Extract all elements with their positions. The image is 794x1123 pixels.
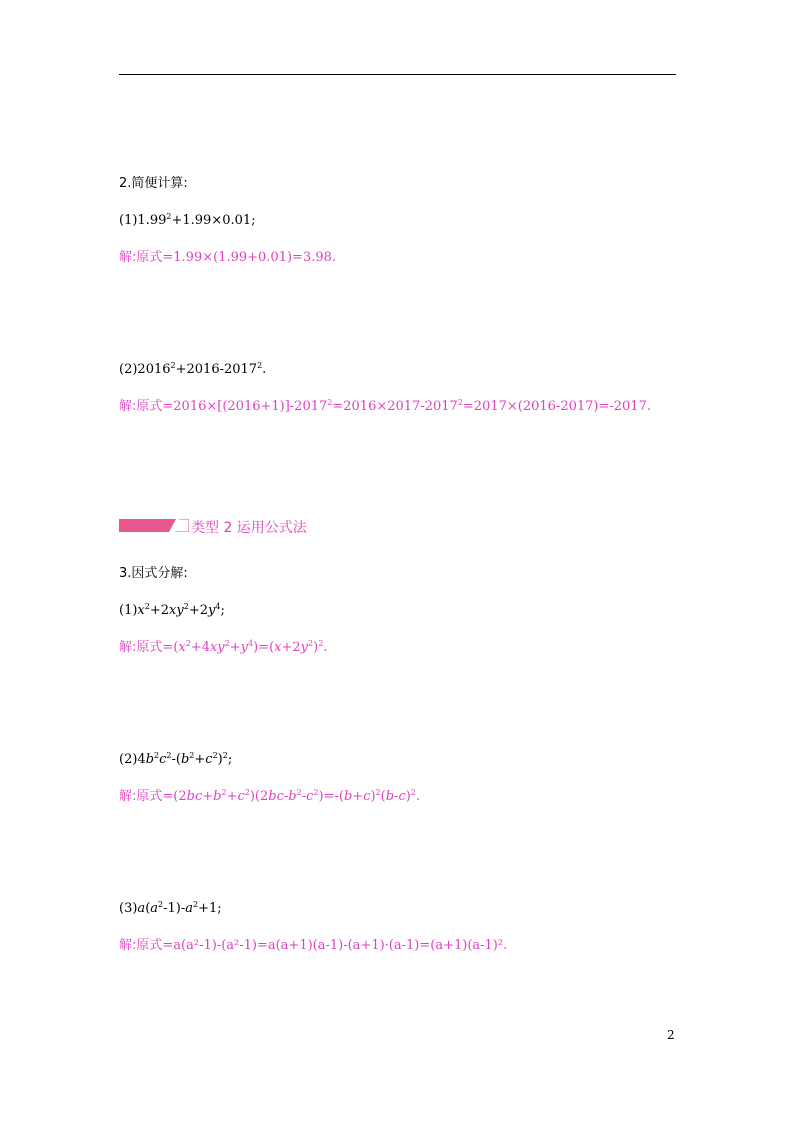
exponent: 4 (248, 639, 254, 648)
answer-text: +2 (281, 640, 301, 655)
answer-text: )=-( (318, 789, 344, 804)
exponent: 2 (257, 361, 263, 370)
answer-label: 解: (119, 789, 137, 804)
exponent: 2 (244, 788, 250, 797)
expr: . (262, 362, 267, 377)
var: a (150, 901, 159, 916)
q3-part1-problem (119, 603, 225, 619)
expr: ; (227, 752, 233, 767)
exponent: 2 (183, 602, 189, 611)
var: c (398, 789, 406, 804)
var: bc (186, 789, 203, 804)
var: y (300, 640, 309, 655)
answer-text: + (229, 640, 241, 655)
answer-text: =2016×2017-2017 (332, 399, 458, 414)
var: a (137, 901, 146, 916)
var: bc (268, 789, 284, 804)
exponent: 2 (327, 398, 333, 407)
exponent: 2 (166, 751, 172, 760)
answer-text: ) (370, 789, 376, 804)
q2-part1-answer (119, 250, 336, 266)
exponent: 2 (457, 398, 463, 407)
answer-text: + (226, 789, 238, 804)
q3-part1-answer (119, 640, 327, 656)
answer-text: +4 (190, 640, 210, 655)
var: c (363, 789, 371, 804)
expr: ; (220, 603, 225, 618)
answer-text: ) (405, 789, 411, 804)
question-3-heading: 3.因式分解: (119, 566, 188, 581)
answer-text: - (283, 789, 289, 804)
exponent: 2 (154, 751, 160, 760)
answer-text: 原式=2016×[(2016+1)]-2017 (136, 399, 328, 414)
header-rule (119, 74, 676, 75)
var: b (385, 789, 395, 804)
answer-text: 原式=( (136, 640, 179, 655)
exponent: 2 (375, 788, 381, 797)
exponent: 2 (313, 788, 319, 797)
expr: +2016-2017 (175, 362, 258, 377)
exponent: 2 (410, 788, 416, 797)
expr: +1.99×0.01; (171, 213, 256, 228)
exponent: 2 (318, 639, 324, 648)
answer-text: . (323, 640, 328, 655)
q3-part2-answer (119, 789, 420, 805)
exponent: 2 (158, 900, 164, 909)
q3-part3-answer (119, 938, 507, 954)
var: xy (169, 603, 184, 618)
expr: 1.99 (137, 213, 167, 228)
part-label: (1) (119, 603, 138, 618)
exponent: 2 (189, 751, 195, 760)
page-number: 2 (667, 1028, 675, 1042)
answer-label: 解: (119, 938, 137, 953)
var: y (240, 640, 249, 655)
var: b (288, 789, 297, 804)
exponent: 2 (212, 751, 218, 760)
q3-part3-problem (119, 901, 222, 917)
exponent: 2 (185, 639, 191, 648)
var: c (159, 752, 167, 767)
exponent: 2 (144, 602, 150, 611)
expr: -( (171, 752, 181, 767)
expr: +1; (198, 901, 222, 916)
var: b (145, 752, 155, 767)
answer-text: ) (313, 640, 319, 655)
var: x (274, 640, 282, 655)
exponent: 2 (193, 900, 199, 909)
answer-text: ( (380, 789, 386, 804)
section-bar-icon (119, 519, 189, 532)
answer-text: + (202, 789, 214, 804)
answer-text: 原式=(2 (136, 789, 187, 804)
answer-text: 原式=1.99×(1.99+0.01)=3.98. (136, 250, 337, 265)
expr: +2 (188, 603, 208, 618)
expr: +2 (149, 603, 170, 618)
question-2-heading: 2.简便计算: (119, 176, 188, 191)
answer-text: - (394, 789, 399, 804)
expr: 4 (137, 752, 146, 767)
answer-text: 原式=a(a²-1)-(a²-1)=a(a+1)(a-1)-(a+1)·(a-1)=(a+1)(a-1)². (136, 938, 508, 953)
answer-text: + (352, 789, 364, 804)
section-title: 类型 2 运用公式法 (191, 520, 307, 536)
exponent: 2 (166, 212, 172, 221)
var: x (178, 640, 186, 655)
answer-label: 解: (119, 640, 137, 655)
part-label: (2) (119, 362, 138, 377)
var: a (185, 901, 194, 916)
var: xy (209, 640, 225, 655)
q2-part2-answer (119, 399, 651, 415)
var: b (343, 789, 353, 804)
var: b (213, 789, 222, 804)
exponent: 2 (221, 788, 227, 797)
var: c (205, 752, 213, 767)
expr: + (194, 752, 206, 767)
answer-text: =2017×(2016-2017)=-2017. (462, 399, 651, 414)
exponent: 2 (222, 751, 228, 760)
expr: -1)- (163, 901, 186, 916)
var: c (306, 789, 314, 804)
exponent: 2 (170, 361, 176, 370)
answer-label: 解: (119, 250, 137, 265)
part-label: (3) (119, 901, 138, 916)
expr: ( (145, 901, 151, 916)
answer-text: )=( (253, 640, 275, 655)
expr: ) (217, 752, 223, 767)
exponent: 2 (308, 639, 314, 648)
var: b (180, 752, 190, 767)
part-label: (1) (119, 213, 138, 228)
answer-text: )(2 (249, 789, 269, 804)
q2-part2-problem (119, 362, 266, 378)
exponent: 2 (296, 788, 302, 797)
q2-part1-problem (119, 213, 256, 229)
answer-label: 解: (119, 399, 137, 414)
var: y (207, 603, 216, 618)
var: c (237, 789, 245, 804)
exponent: 2 (224, 639, 230, 648)
exponent: 4 (215, 602, 221, 611)
answer-text: . (415, 789, 421, 804)
expr: 2016 (137, 362, 171, 377)
var: x (137, 603, 145, 618)
answer-text: - (301, 789, 307, 804)
part-label: (2) (119, 752, 138, 767)
q3-part2-problem (119, 752, 232, 768)
